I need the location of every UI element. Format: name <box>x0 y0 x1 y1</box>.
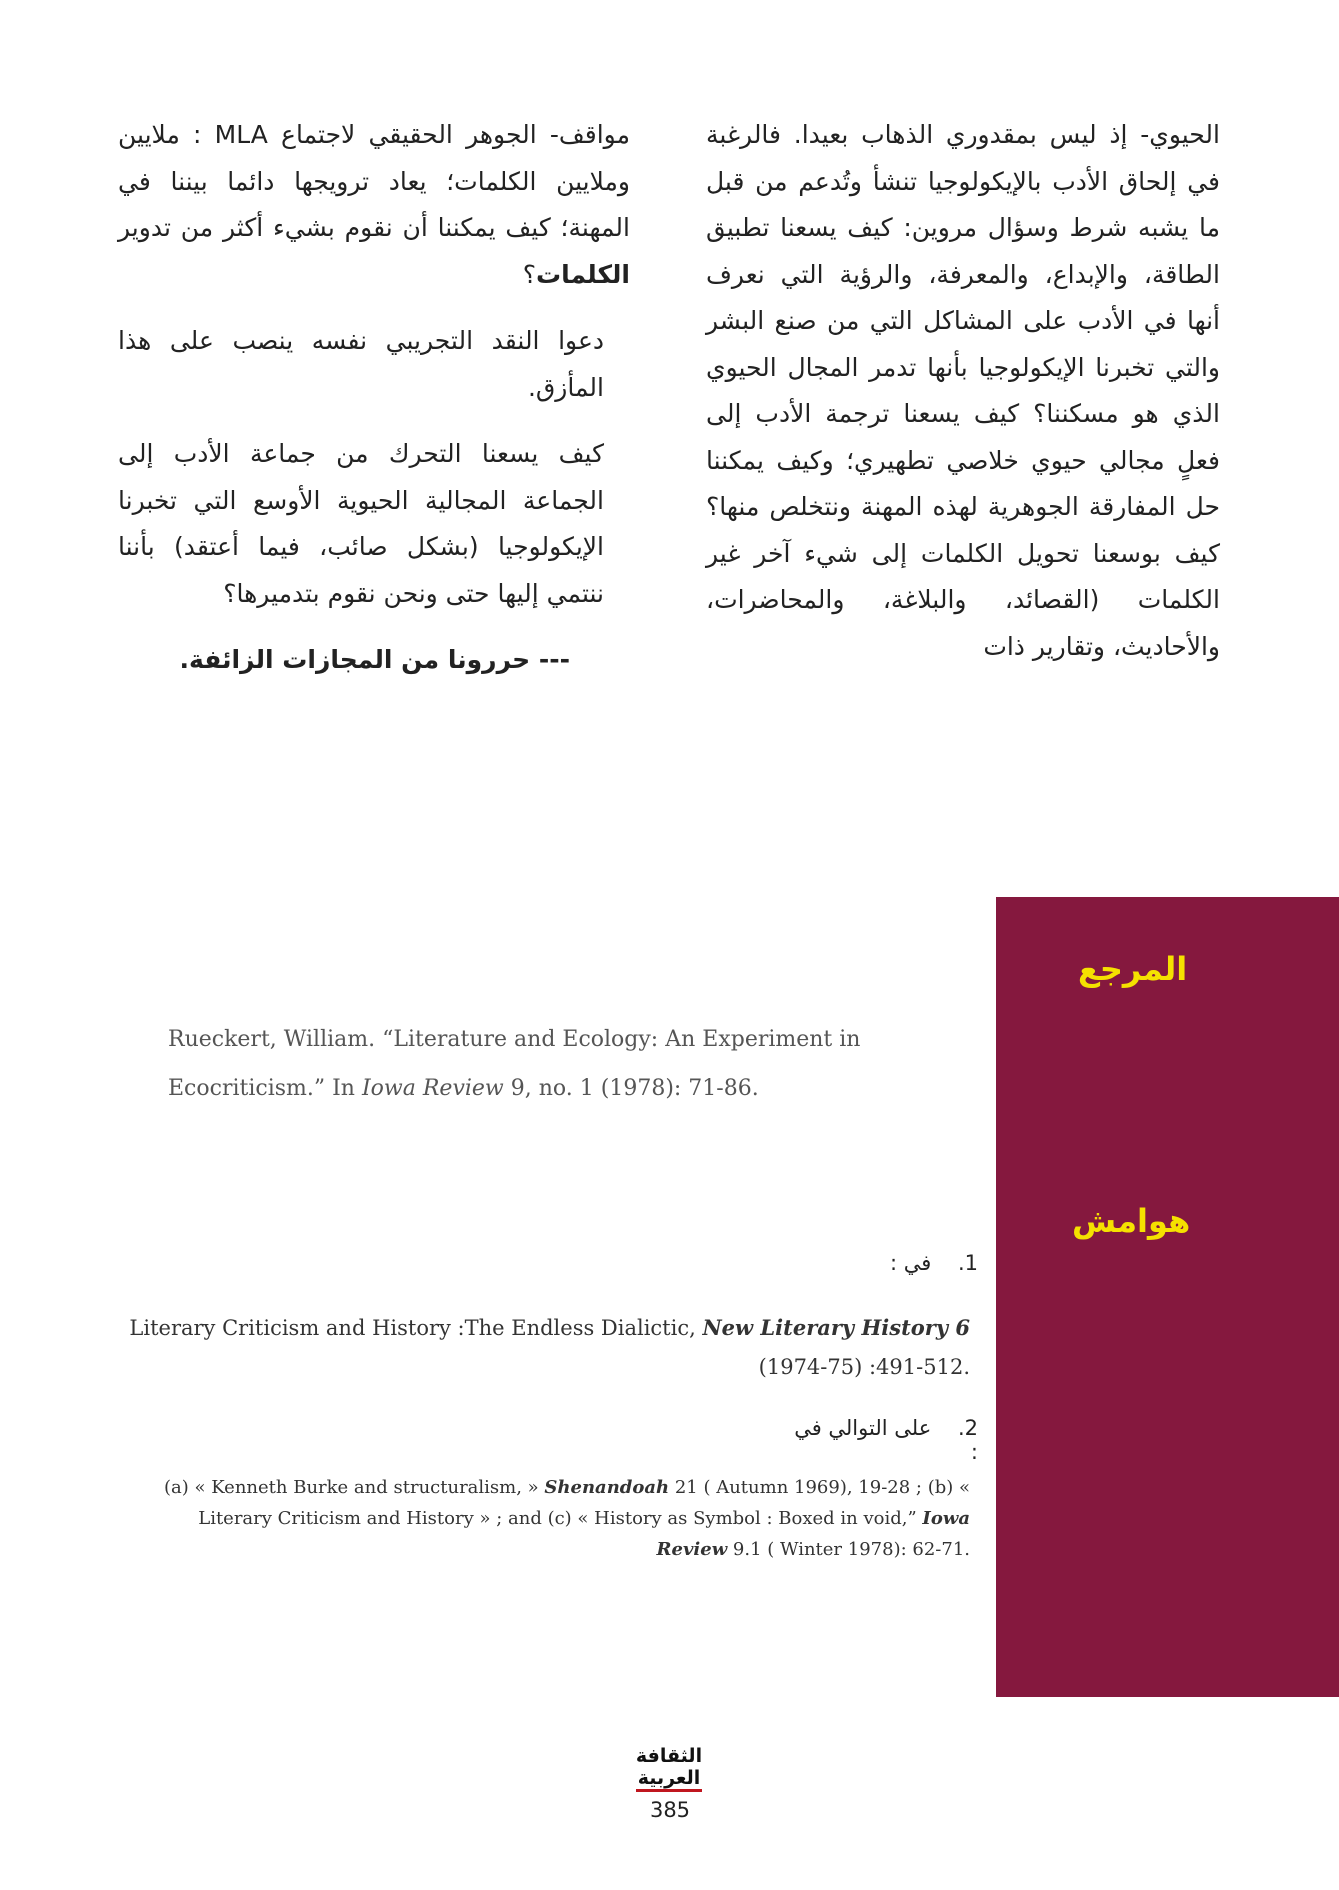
text: Rueckert, William. “Literature and Ecology: An Experiment in Ecocriticism.” In <box>168 1027 861 1101</box>
text: 9, no. 1 (1978): 71-86. <box>503 1076 759 1101</box>
note-1-text <box>128 1308 970 1387</box>
closing-text: حررونا من المجازات الزائفة. <box>179 645 531 674</box>
magazine-logo <box>632 1742 706 1794</box>
sidebar-band <box>996 897 1339 1697</box>
reference-entry <box>168 1015 868 1113</box>
journal-title: New Literary History 6 <box>702 1315 970 1340</box>
paragraph <box>118 112 630 298</box>
paragraph: دعوا النقد التجريبي نفسه ينصب على هذا المأزق. <box>118 326 604 402</box>
body-column-left <box>118 112 630 684</box>
note-label: على التوالي في : <box>794 1416 978 1464</box>
note-1-label <box>880 1251 978 1275</box>
body-column-right <box>706 112 1220 670</box>
text: 21 ( Autumn 1969), 19-28 ; (b) « Literary Criticism and History » ; and (c) « History as Symbol : Boxed in void,” <box>198 1477 970 1529</box>
paragraph: الحيوي- إذ ليس بمقدوري الذهاب بعيدا. فالرغبة في إلحاق الأدب بالإيكولوجيا تنشأ وتُدعم من قبل ما يشبه شرط وسؤال مروين: كيف يسعنا تطبيق الطاقة، والإبداع، والمعرفة، والرؤية التي نعرف أنها في الأدب على المشاكل التي من صنع البشر والتي تخبرنا الإيكولوجيا بأنها تدمر المجال الحيوي الذي هو مسكننا؟ كيف يسعنا ترجمة الأدب إلى فعلٍ مجالي حيوي خلاصي تطهيري؛ وكيف يمكننا حل المفارقة الجوهرية لهذه المهنة ونتخلص منها؟ كيف بوسعنا تحويل الكلمات إلى شيء آخر غير الكلمات (القصائد، والبلاغة، والمحاضرات، والأحاديث، وتقارير ذات <box>706 120 1220 661</box>
logo-underline <box>636 1789 702 1792</box>
text: Literary Criticism and History :The Endless Dialictic, <box>129 1316 703 1340</box>
logo-line-2: العربية <box>637 1767 701 1789</box>
paragraph: كيف يسعنا التحرك من جماعة الأدب إلى الجماعة المجالية الحيوية الأوسع التي تخبرنا الإيكولوجيا (بشكل صائب، فيما أعتقد) بأننا ننتمي إليها حتى ونحن نقوم بتدميرها؟ <box>118 439 604 608</box>
journal-title: Iowa Review <box>361 1076 504 1101</box>
closing-line <box>118 637 630 684</box>
note-2-label <box>790 1416 978 1464</box>
text: مواقف- الجوهر الحقيقي لاجتماع MLA : ملايين وملايين الكلمات؛ يعاد ترويجها دائما بيننا في المهنة؛ كيف يمكننا أن نقوم بشيء أكثر من تدوير <box>118 120 630 242</box>
text: (1974-75) :491-512. <box>758 1355 970 1379</box>
note-number: 2. <box>957 1416 978 1440</box>
notes-heading: هوامش <box>1072 1202 1191 1240</box>
note-label: في : <box>889 1251 932 1275</box>
note-number: 1. <box>957 1251 978 1275</box>
text: (a) « Kenneth Burke and structuralism, » <box>163 1477 545 1498</box>
text: 9.1 ( Winter 1978): 62-71. <box>727 1539 970 1560</box>
emphasis: الكلمات <box>536 259 630 289</box>
journal-title: Iowa Review <box>656 1508 970 1560</box>
text: ؟ <box>522 259 537 289</box>
dashes: --- <box>538 645 570 674</box>
reference-heading: المرجع <box>1078 950 1188 988</box>
journal-title: Shenandoah <box>544 1477 670 1498</box>
logo-line-1: الثقافة <box>635 1745 703 1767</box>
note-2-text <box>160 1472 970 1565</box>
page-number: 385 <box>649 1798 691 1822</box>
